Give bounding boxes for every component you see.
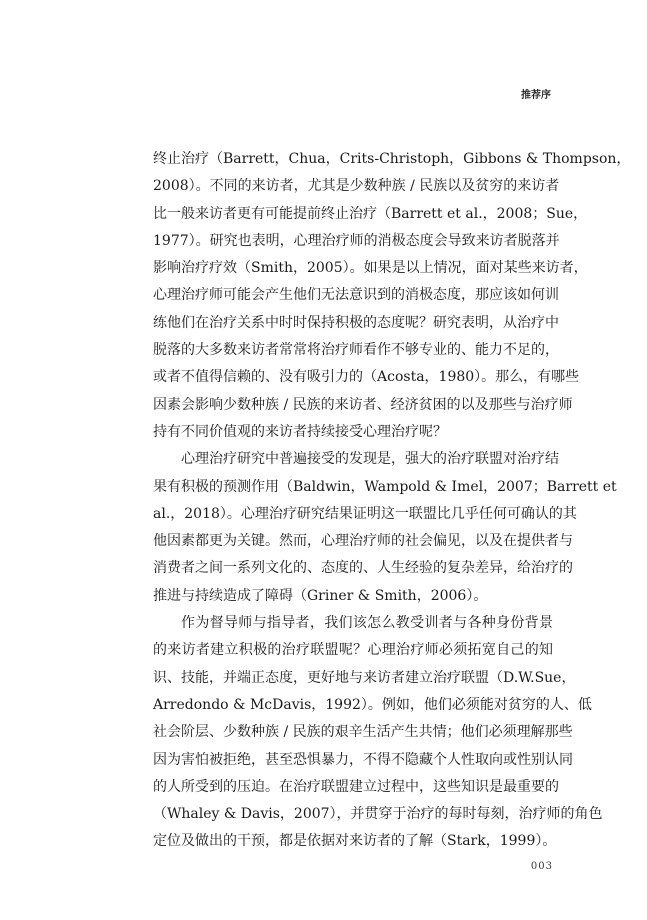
text-line: 2008）。不同的来访者，尤其是少数种族 / 民族以及贫穷的来访者 bbox=[153, 178, 560, 195]
text-line: 心理治疗师可能会产生他们无法意识到的消极态度，那应该如何训 bbox=[153, 287, 559, 304]
text-line: 1977）。研究也表明，心理治疗师的消极态度会导致来访者脱落并 bbox=[153, 232, 560, 249]
body-text bbox=[153, 146, 631, 856]
text-line: 消费者之间一系列文化的、态度的、人生经验的复杂差异，给治疗的 bbox=[153, 560, 573, 577]
text-line: 社会阶层、少数种族 / 民族的艰辛生活产生共情；他们必须理解那些 bbox=[153, 724, 573, 741]
text-line: 识、技能，并端正态度，更好地与来访者建立治疗联盟（D.W.Sue， bbox=[153, 669, 576, 686]
running-header: 推荐序 bbox=[521, 90, 551, 101]
text-line: 定位及做出的干预，都是依据对来访者的了解（Stark，1999）。 bbox=[153, 833, 557, 850]
text-line: 因素会影响少数种族 / 民族的来访者、经济贫困的以及那些与治疗师 bbox=[153, 396, 573, 413]
text-line: 他因素都更为关键。然而，心理治疗师的社会偏见，以及在提供者与 bbox=[153, 533, 573, 550]
text-line: 或者不值得信赖的、没有吸引力的（Acosta，1980）。那么，有哪些 bbox=[153, 369, 580, 386]
text-line: 因为害怕被拒绝，甚至恐惧暴力，不得不隐藏个人性取向或性别认同 bbox=[153, 751, 573, 768]
text-line: 作为督导师与指导者，我们该怎么教受训者与各种身份背景 bbox=[181, 615, 553, 632]
text-line: Arredondo & McDavis，1992）。例如，他们必须能对贫穷的人、低 bbox=[153, 696, 592, 713]
text-line: 心理治疗研究中普遍接受的发现是，强大的治疗联盟对治疗结 bbox=[181, 451, 559, 468]
text-line: al.，2018）。心理治疗研究结果证明这一联盟比几乎任何可确认的其 bbox=[153, 505, 577, 522]
text-line: 影响治疗疗效（Smith，2005）。如果是以上情况，面对某些来访者， bbox=[153, 260, 588, 277]
text-line: 持有不同价值观的来访者持续接受心理治疗呢？ bbox=[153, 423, 447, 440]
page-number: 003 bbox=[530, 861, 553, 872]
paragraph-3 bbox=[153, 610, 603, 856]
text-line: 终止治疗（Barrett，Chua，Crits-Christoph，Gibbons & Thompson， bbox=[153, 151, 631, 167]
paragraph-2 bbox=[153, 446, 617, 610]
text-line: 的人所受到的压迫。在治疗联盟建立过程中，这些知识是最重要的 bbox=[153, 778, 559, 795]
paragraph-1 bbox=[153, 146, 631, 446]
text-line: 的来访者建立积极的治疗联盟呢？心理治疗师必须拓宽自己的知 bbox=[153, 642, 553, 659]
text-line: 比一般来访者更有可能提前终止治疗（Barrett et al.，2008；Sue， bbox=[153, 205, 588, 222]
text-line: （Whaley & Davis，2007），并贯穿于治疗的每时每刻，治疗师的角色 bbox=[153, 806, 603, 823]
text-line: 练他们在治疗关系中时时保持积极的态度呢？研究表明，从治疗中 bbox=[153, 314, 559, 331]
text-line: 推进与持续造成了障碍（Griner & Smith，2006）。 bbox=[153, 587, 488, 604]
text-line: 脱落的大多数来访者常常将治疗师看作不够专业的、能力不足的， bbox=[153, 342, 559, 359]
text-line: 果有积极的预测作用（Baldwin，Wampold & Imel，2007；Barrett et bbox=[153, 478, 617, 495]
